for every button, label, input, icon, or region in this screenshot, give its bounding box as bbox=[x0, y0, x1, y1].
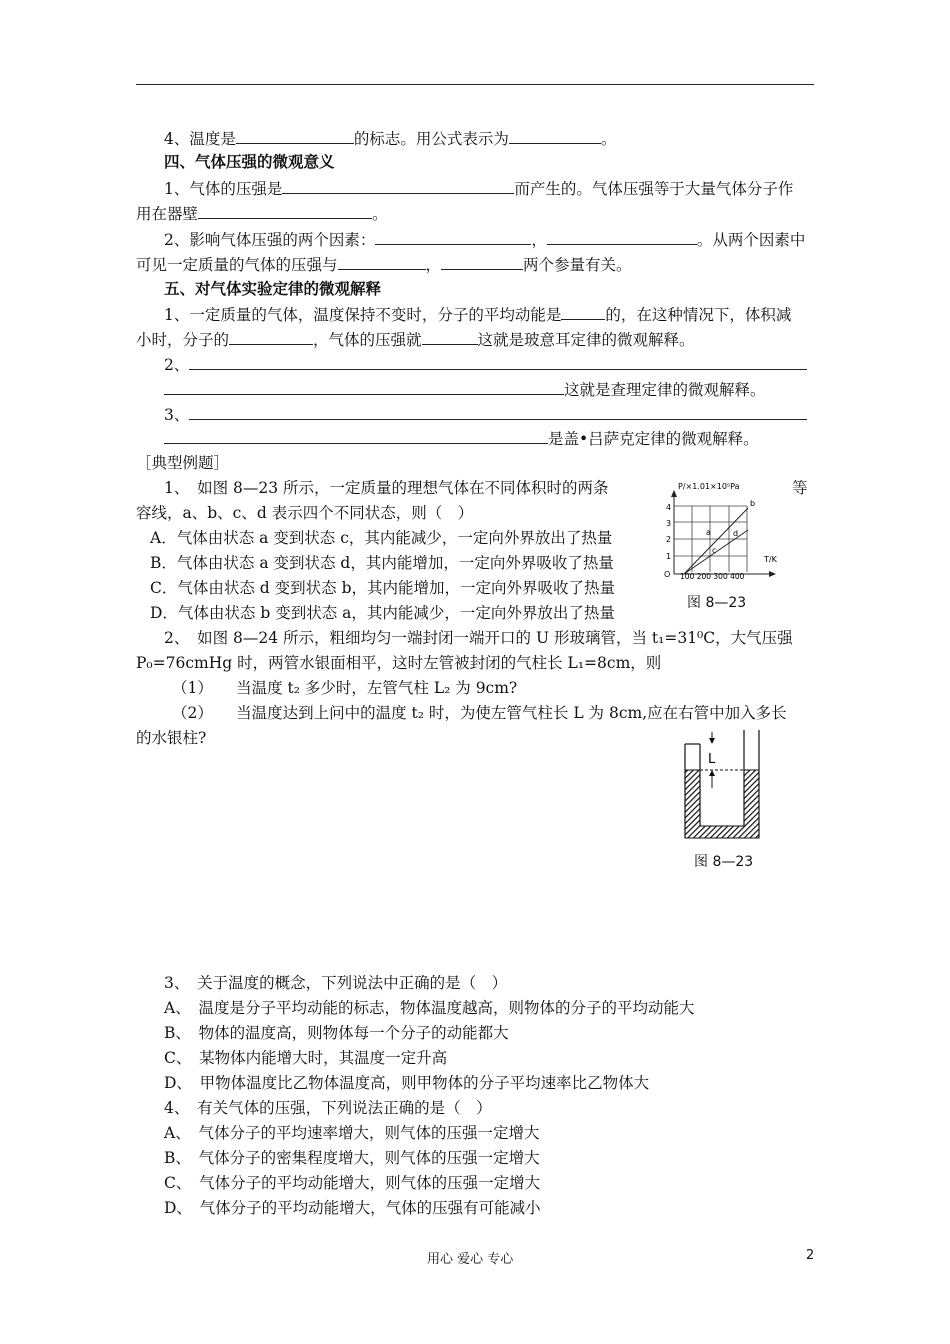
header-rule bbox=[136, 84, 814, 85]
e3-option-d: D、 甲物体温度比乙物体温度高，则甲物体的分子平均速率比乙物体大 bbox=[164, 1074, 650, 1092]
x-axis-arrow bbox=[769, 571, 776, 577]
e4-stem: 4、 有关气体的压强，下列说法正确的是（ ） bbox=[164, 1099, 492, 1117]
s5-q3-cont: 是盖•吕萨克定律的微观解释。 bbox=[164, 428, 759, 449]
blank[interactable] bbox=[509, 128, 601, 144]
y-tick: 4 bbox=[666, 503, 672, 512]
e1-line2: 容线，a、b、c、d 表示四个不同状态，则（ ） bbox=[136, 504, 474, 522]
s3-q4: 4、温度是 的标志。用公式表示为 。 bbox=[164, 130, 617, 148]
blank[interactable] bbox=[282, 178, 514, 194]
figure-2-caption: 图 8—23 bbox=[694, 854, 754, 870]
point-label-a: a bbox=[706, 528, 711, 537]
point-label-d: d bbox=[733, 529, 739, 538]
blank[interactable] bbox=[236, 128, 354, 144]
blank[interactable] bbox=[547, 229, 697, 245]
e1-option-b: B．气体由状态 a 变到状态 d，其内能增加，一定向外界吸收了热量 bbox=[150, 554, 614, 572]
origin-label: O bbox=[664, 570, 671, 579]
blank[interactable] bbox=[561, 304, 605, 320]
y-tick: 2 bbox=[666, 535, 672, 544]
s4-q1-cont: 用在器壁 。 bbox=[136, 205, 388, 223]
dimension-arrow-head bbox=[709, 738, 715, 744]
blank[interactable] bbox=[164, 379, 564, 395]
s4-q1: 1、气体的压强是 而产生的。气体压强等于大量气体分子作 bbox=[164, 180, 794, 198]
e1-deng: 等 bbox=[792, 479, 808, 497]
footer-motto: 用心 爱心 专心 bbox=[427, 1252, 514, 1267]
e3-stem: 3、 关于温度的概念，下列说法中正确的是（ ） bbox=[164, 974, 508, 992]
y-tick: 1 bbox=[666, 552, 672, 561]
x-axis-label: T/K bbox=[764, 555, 777, 564]
figure-u-tube bbox=[676, 730, 770, 848]
blank[interactable] bbox=[198, 203, 372, 219]
e1-option-c: C．气体由状态 d 变到状态 b，其内能增加，一定向外界吸收了热量 bbox=[150, 579, 615, 597]
s5-q1: 1、一定质量的气体，温度保持不变时，分子的平均动能是 的，在这种情况下，体积减 bbox=[164, 306, 792, 324]
length-label: L bbox=[708, 752, 716, 767]
e4-option-b: B、 气体分子的密集程度增大，则气体的压强一定增大 bbox=[164, 1149, 540, 1167]
point-label-b: b bbox=[750, 499, 756, 508]
e4-option-d: D、 气体分子的平均动能增大，气体的压强有可能减小 bbox=[164, 1199, 541, 1217]
e2-q2-cont: 的水银柱? bbox=[136, 729, 207, 747]
e2-line1: 2、 如图 8—24 所示，粗细均匀一端封闭一端开口的 U 形玻璃管，当 t₁=31⁰C，大气压强 bbox=[164, 629, 793, 647]
e2-q1: （1） 当温度 t₂ 多少时，左管气柱 L₂ 为 9cm? bbox=[172, 679, 518, 697]
e1-option-a: A．气体由状态 a 变到状态 c，其内能减少，一定向外界放出了热量 bbox=[150, 529, 613, 547]
e1-line1: 1、 如图 8—23 所示，一定质量的理想气体在不同体积时的两条 bbox=[164, 479, 609, 497]
e4-option-c: C、 气体分子的平均动能增大，则气体的压强一定增大 bbox=[164, 1174, 541, 1192]
section-4-heading: 四、气体压强的微观意义 bbox=[164, 153, 335, 171]
blank[interactable] bbox=[441, 254, 523, 270]
e3-option-b: B、 物体的温度高，则物体每一个分子的动能都大 bbox=[164, 1024, 509, 1042]
y-tick: 3 bbox=[666, 519, 672, 528]
s5-q2-cont: 这就是查理定律的微观解释。 bbox=[164, 379, 766, 400]
e3-option-c: C、 某物体内能增大时，其温度一定升高 bbox=[164, 1049, 448, 1067]
y-axis-arrow bbox=[671, 490, 677, 497]
e1-option-d: D．气体由状态 b 变到状态 a，其内能减少，一定向外界放出了热量 bbox=[150, 604, 615, 622]
blank[interactable] bbox=[375, 229, 531, 245]
e4-option-a: A、 气体分子的平均速率增大，则气体的压强一定增大 bbox=[164, 1124, 540, 1142]
grid bbox=[674, 506, 747, 572]
s5-q1-cont: 小时，分子的 ，气体的压强就 这就是玻意耳定律的微观解释。 bbox=[136, 331, 695, 349]
mercury-column bbox=[685, 770, 759, 838]
page-number: 2 bbox=[806, 1248, 815, 1263]
x-ticks: 100 200 300 400 bbox=[680, 572, 745, 581]
e2-line2: P₀=76cmHg 时，两管水银面相平，这时左管被封闭的气柱长 L₁=8cm，则 bbox=[136, 654, 662, 672]
point-label-c: c bbox=[712, 546, 717, 555]
blank[interactable] bbox=[229, 329, 313, 345]
e2-q2: （2） 当温度达到上问中的温度 t₂ 时，为使左管气柱长 L 为 8cm,应在右管中加入多长 bbox=[172, 704, 787, 722]
blank[interactable] bbox=[189, 404, 807, 420]
e3-option-a: A、 温度是分子平均动能的标志，物体温度越高，则物体的分子的平均动能大 bbox=[164, 999, 695, 1017]
blank[interactable] bbox=[164, 428, 548, 444]
s4-q2: 2、影响气体压强的两个因素： ， 。从两个因素中 bbox=[164, 231, 806, 249]
examples-heading: ［典型例题］ bbox=[136, 454, 230, 472]
figure-pt-graph bbox=[660, 478, 790, 582]
s5-q2: 2、 bbox=[164, 354, 807, 375]
blank[interactable] bbox=[338, 254, 426, 270]
s4-q2-cont: 可见一定质量的气体的压强与 ， 两个参量有关。 bbox=[136, 256, 632, 274]
section-5-heading: 五、对气体实验定律的微观解释 bbox=[164, 280, 382, 298]
isochore-b bbox=[684, 508, 748, 574]
figure-1-caption: 图 8—23 bbox=[687, 595, 747, 611]
blank[interactable] bbox=[189, 354, 807, 370]
y-axis-label: P/×1.01×10⁵Pa bbox=[678, 482, 740, 491]
s5-q3: 3、 bbox=[164, 404, 807, 425]
dimension-arrow-head bbox=[709, 770, 715, 776]
blank[interactable] bbox=[422, 329, 478, 345]
